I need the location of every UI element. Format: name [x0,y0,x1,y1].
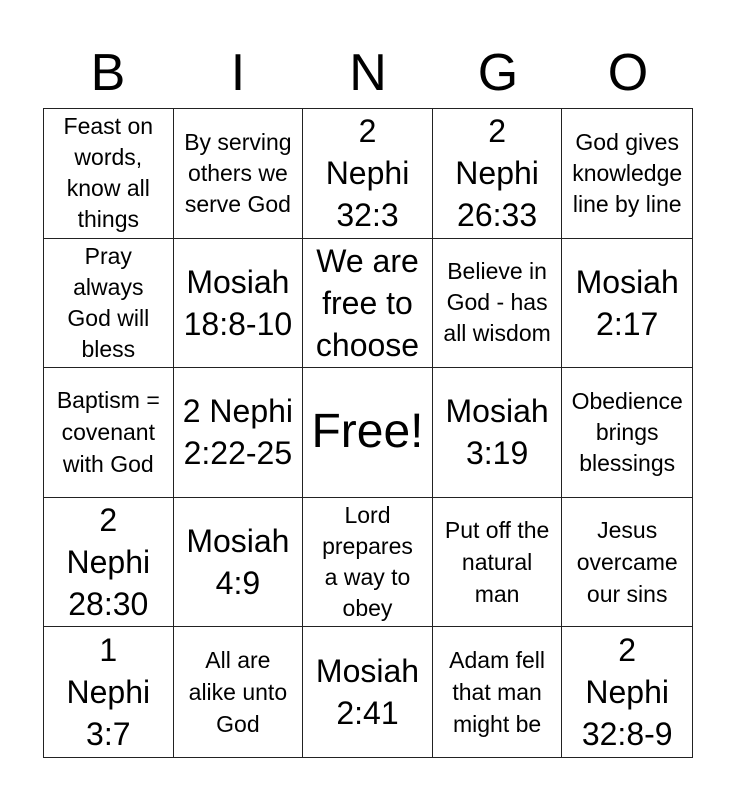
bingo-cell[interactable]: Pray always God will bless [44,239,174,369]
bingo-cell[interactable]: 2 Nephi 2:22-25 [174,368,304,498]
bingo-cell[interactable]: We are free to choose [303,239,433,369]
bingo-cell[interactable]: Mosiah 2:17 [562,239,692,369]
bingo-cell[interactable]: Adam fell that man might be [433,627,563,757]
bingo-cell[interactable]: Obedience brings blessings [562,368,692,498]
bingo-cell[interactable]: Put off the natural man [433,498,563,628]
bingo-cell[interactable]: 1 Nephi 3:7 [44,627,174,757]
bingo-cell[interactable]: Mosiah 18:8-10 [174,239,304,369]
bingo-cell[interactable]: By serving others we serve God [174,109,304,239]
header-letter-n: N [349,44,387,102]
header-letter-g: G [477,44,519,102]
header-letter-b: B [90,44,126,102]
bingo-cell[interactable]: 2 Nephi 32:3 [303,109,433,239]
bingo-cell[interactable]: Mosiah 4:9 [174,498,304,628]
header-letter-o: O [607,44,649,102]
bingo-cell[interactable]: All are alike unto God [174,627,304,757]
bingo-cell[interactable]: Believe in God - has all wisdom [433,239,563,369]
bingo-cell[interactable]: 2 Nephi 26:33 [433,109,563,239]
bingo-cell[interactable]: Jesus overcame our sins [562,498,692,628]
bingo-cell[interactable]: Baptism = covenant with God [44,368,174,498]
bingo-cell[interactable]: Mosiah 2:41 [303,627,433,757]
bingo-cell[interactable]: Feast on words, know all things [44,109,174,239]
bingo-cell[interactable]: 2 Nephi 32:8-9 [581,632,673,753]
bingo-cell[interactable]: 2 Nephi 28:30 [44,498,174,628]
bingo-cell[interactable]: God gives knowledge line by line [562,109,692,239]
bingo-cell[interactable]: Lord prepares a way to obey [303,498,433,628]
free-space-cell[interactable]: Free! [303,368,433,498]
header-letter-i: I [230,44,246,102]
bingo-header [43,38,693,108]
bingo-board [43,108,693,758]
bingo-cell[interactable]: Mosiah 3:19 [433,368,563,498]
